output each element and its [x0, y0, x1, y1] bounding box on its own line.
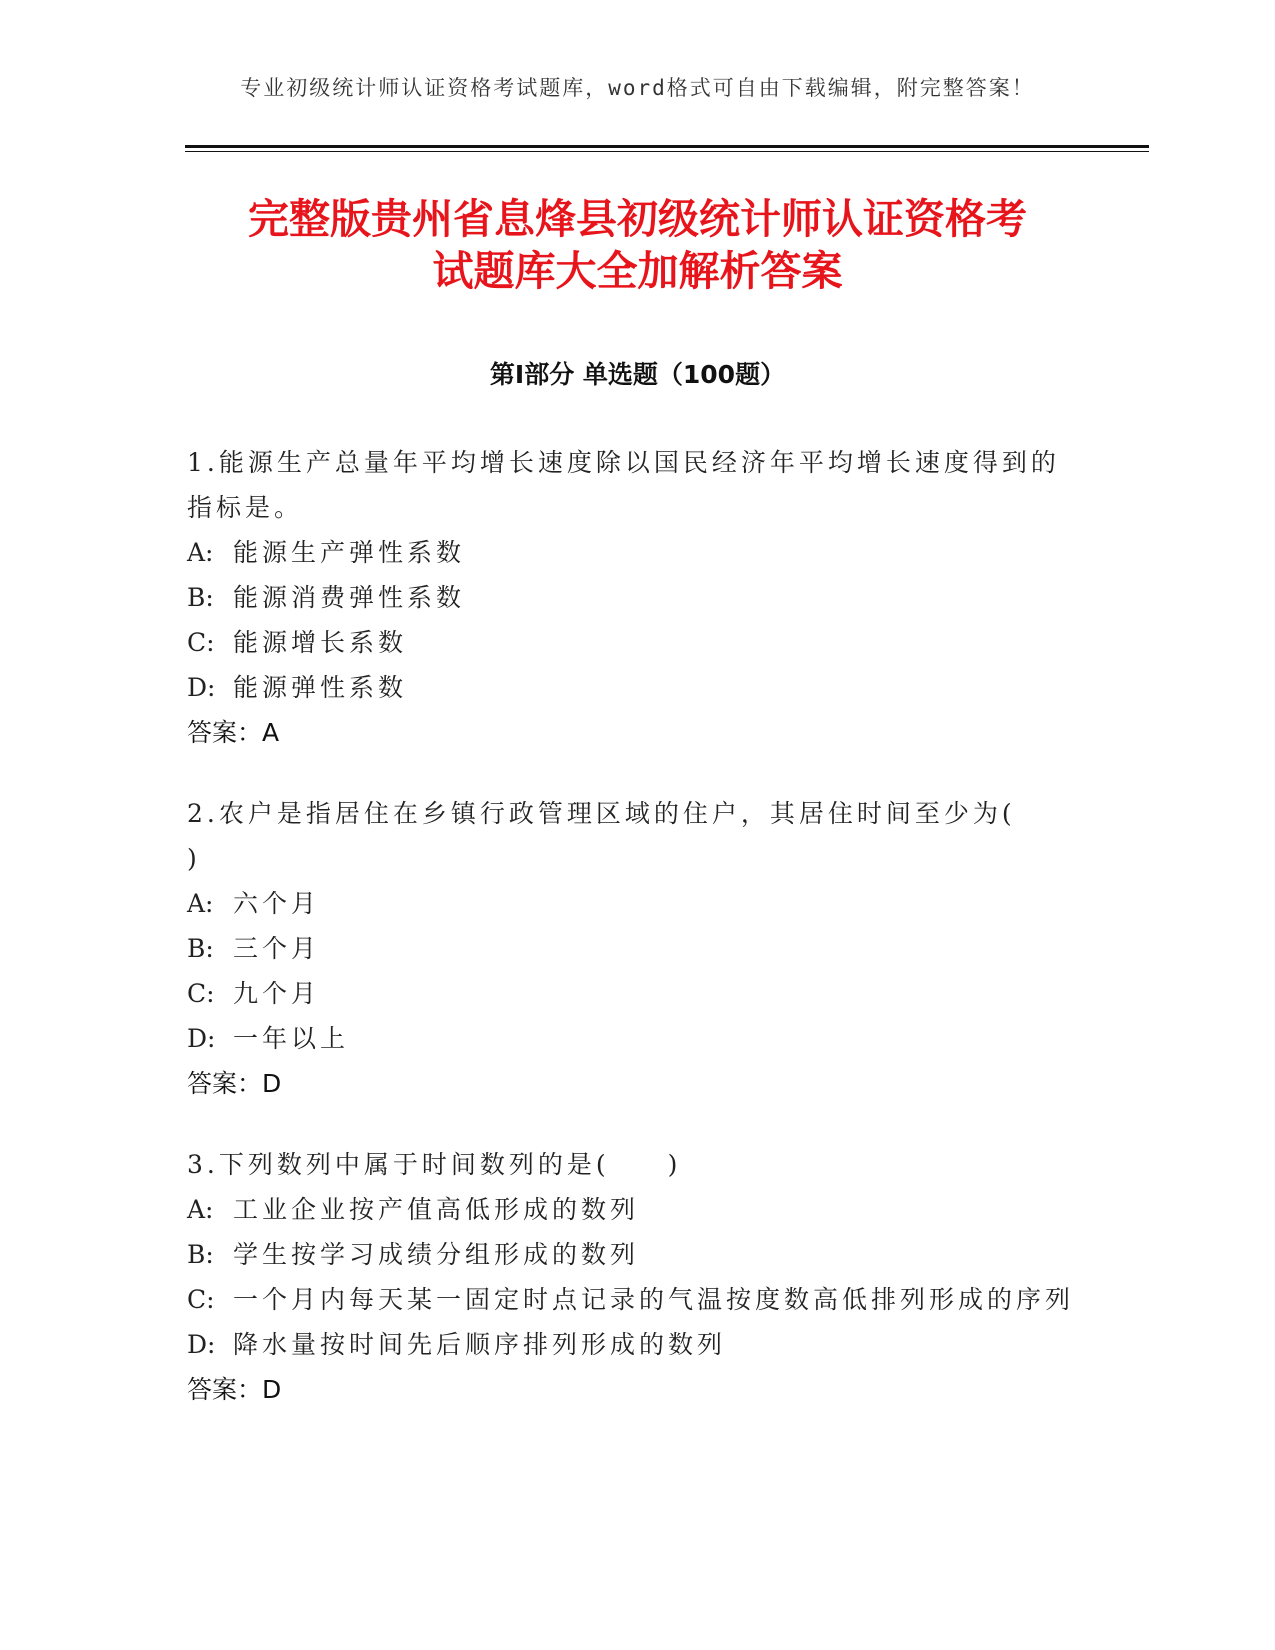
document-title-line-2: 试题库大全加解析答案: [432, 247, 843, 295]
header-note: 专业初级统计师认证资格考试题库，word格式可自由下载编辑，附完整答案！: [240, 76, 1035, 100]
question-stem: 1.能源生产总量年平均增长速度除以国民经济年平均增长速度得到的: [187, 448, 1060, 477]
option-key: B:: [187, 1240, 214, 1269]
answer-line: 答案：D: [187, 1069, 282, 1098]
option-text: 六个月: [233, 889, 321, 918]
option-text: 学生按学习成绩分组形成的数列: [233, 1240, 640, 1269]
option-text: 能源增长系数: [233, 628, 408, 657]
option-text: 工业企业按产值高低形成的数列: [233, 1195, 640, 1224]
option-text: 三个月: [233, 934, 321, 963]
option-key: B:: [187, 934, 214, 963]
option-d: [187, 665, 1087, 710]
answer-line: 答案：A: [187, 718, 280, 747]
option-c: [187, 620, 1087, 665]
option-text: 降水量按时间先后顺序排列形成的数列: [233, 1330, 727, 1359]
option-b: [187, 926, 1087, 971]
question-1: [187, 440, 1087, 755]
option-key: C:: [187, 979, 215, 1008]
option-d: [187, 1322, 1087, 1367]
option-a: [187, 530, 1087, 575]
option-text: 能源生产弹性系数: [233, 538, 466, 567]
option-text: 一年以上: [233, 1024, 350, 1053]
option-text: 能源消费弹性系数: [233, 583, 466, 612]
question-stem-continued: 指标是。: [187, 493, 304, 522]
question-list: [187, 440, 1087, 1448]
question-2: [187, 791, 1087, 1106]
question-3: [187, 1142, 1087, 1412]
option-a: [187, 881, 1087, 926]
option-text: 能源弹性系数: [233, 673, 408, 702]
option-c: [187, 1277, 1087, 1322]
option-text: 一个月内每天某一固定时点记录的气温按度数高低排列形成的序列: [233, 1285, 1075, 1314]
option-a: [187, 1187, 1087, 1232]
option-d: [187, 1016, 1087, 1061]
section-heading: 第Ⅰ部分 单选题（100题）: [489, 360, 786, 389]
option-key: A:: [187, 1195, 214, 1224]
option-c: [187, 971, 1087, 1016]
option-key: D:: [187, 673, 216, 702]
option-b: [187, 1232, 1087, 1277]
option-key: C:: [187, 628, 215, 657]
option-b: [187, 575, 1087, 620]
question-stem: 3.下列数列中属于时间数列的是( ): [187, 1150, 682, 1179]
option-text: 九个月: [233, 979, 321, 1008]
header-divider-thin: [185, 151, 1149, 152]
question-stem: 2.农户是指居住在乡镇行政管理区域的住户，其居住时间至少为(: [187, 799, 1016, 828]
option-key: D:: [187, 1024, 216, 1053]
question-stem-continued: ): [187, 844, 201, 873]
option-key: A:: [187, 538, 214, 567]
option-key: B:: [187, 583, 214, 612]
document-title: [160, 193, 1115, 297]
header-divider: [185, 145, 1149, 148]
option-key: D:: [187, 1330, 216, 1359]
document-title-line-1: 完整版贵州省息烽县初级统计师认证资格考: [248, 195, 1027, 243]
option-key: C:: [187, 1285, 215, 1314]
answer-line: 答案：D: [187, 1375, 282, 1404]
option-key: A:: [187, 889, 214, 918]
